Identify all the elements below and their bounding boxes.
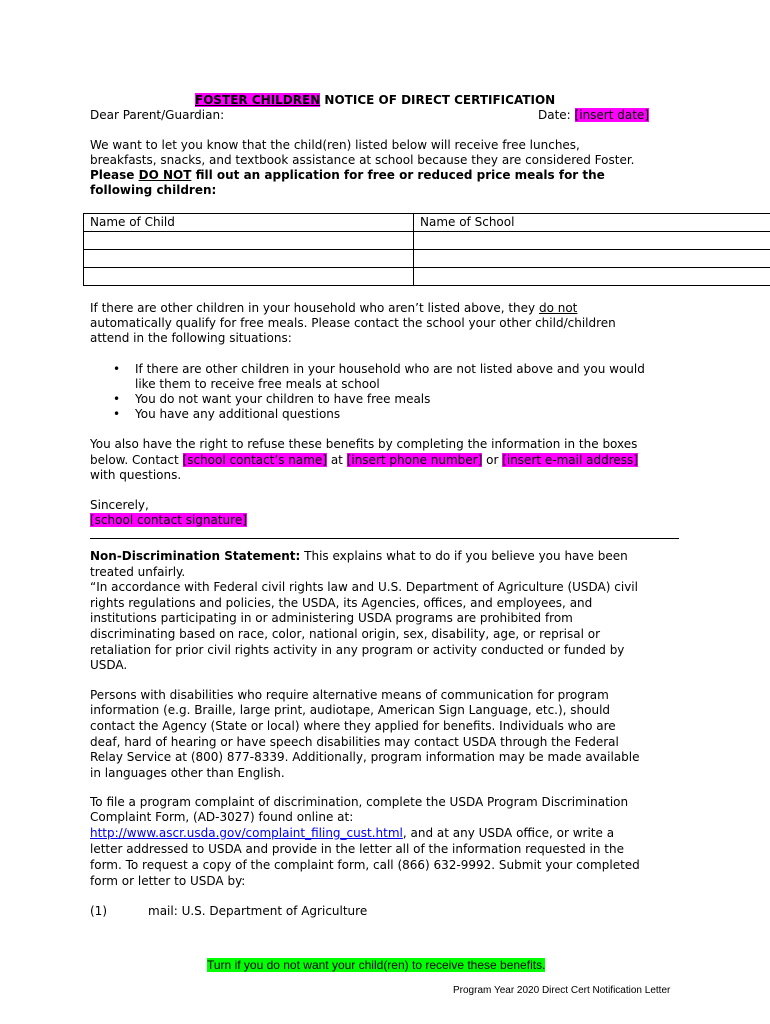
contact-name-placeholder: [school contact’s name] — [182, 453, 327, 467]
do-not-underlined: do not — [538, 301, 578, 315]
bullet-item-1 — [113, 362, 645, 377]
table-row — [84, 232, 770, 250]
title-highlight: FOSTER CHILDREN — [195, 93, 321, 107]
nd-p1-line: retaliation for prior civil rights activity in any program or activity conducted or funded by — [90, 643, 625, 657]
divider — [90, 538, 679, 539]
child-name-cell[interactable] — [84, 250, 414, 268]
signature-line — [90, 513, 247, 528]
phone-placeholder: [insert phone number] — [346, 453, 483, 467]
mail-item-number: (1) — [90, 904, 107, 918]
table-row — [84, 250, 770, 268]
email-placeholder: [insert e-mail address] — [502, 453, 638, 467]
refuse-line-3: with questions. — [90, 468, 182, 482]
nd-p3-line: form. To request a copy of the complaint form, call (866) 632-9992. Submit your completed — [90, 858, 640, 872]
nd-p1-line: treated unfairly. — [90, 565, 186, 579]
page-footer: Program Year 2020 Direct Cert Notification Letter — [453, 985, 671, 996]
intro-line-3-pre: Please — [90, 168, 139, 182]
turn-note — [207, 958, 545, 973]
title-rest: NOTICE OF DIRECT CERTIFICATION — [320, 93, 556, 107]
bullet-item-1-cont — [113, 377, 380, 392]
nd-p3-line: letter addressed to USDA and provide in the letter all of the information requested in the — [90, 842, 624, 856]
refuse-line-2 — [90, 453, 638, 468]
mail-item-text: mail: U.S. Department of Agriculture — [148, 904, 368, 918]
nd-p2-line: in languages other than English. — [90, 766, 285, 780]
other-children-line-3: attend in the following situations: — [90, 331, 292, 345]
nd-p1-line: “In accordance with Federal civil rights law and U.S. Department of Agriculture (USDA) civil — [90, 580, 638, 594]
signature-placeholder: [school contact signature] — [90, 513, 247, 527]
nondiscrimination-heading — [90, 549, 628, 564]
nd-p1-line: rights regulations and policies, the USDA, its Agencies, offices, and employees, and — [90, 596, 593, 610]
bullet-icon: • — [113, 407, 121, 421]
do-not-emphasis: DO NOT — [138, 168, 192, 182]
nd-p2-line: Persons with disabilities who require alternative means of communication for program — [90, 688, 609, 702]
nd-p3-link-line — [90, 826, 614, 841]
child-name-cell[interactable] — [84, 268, 414, 286]
bullet-1-text: If there are other children in your household who are not listed above and you would — [135, 362, 645, 376]
bullet-icon: • — [113, 362, 121, 376]
intro-line-3 — [90, 168, 605, 183]
other-children-line-1-pre: If there are other children in your household who aren’t listed above, they — [90, 301, 539, 315]
bullet-3-text: You have any additional questions — [135, 407, 341, 421]
children-table — [83, 213, 770, 286]
intro-line-2: breakfasts, snacks, and textbook assistance at school because they are considered Foster. — [90, 153, 635, 167]
nd-p2-line: contact the Agency (State or local) where they applied for benefits. Individuals who are — [90, 719, 616, 733]
nd-p1-line: discriminating based on race, color, national origin, sex, disability, age, or reprisal or — [90, 627, 601, 641]
child-name-cell[interactable] — [84, 232, 414, 250]
nd-p2-line: deaf, hard of hearing or have speech disabilities may contact USDA through the Federal — [90, 735, 619, 749]
document-title — [195, 93, 555, 107]
header-child-name: Name of Child — [84, 214, 414, 232]
refuse-line-1: You also have the right to refuse these benefits by completing the information in the boxes — [90, 437, 638, 451]
bullet-item-3 — [113, 407, 340, 422]
date-value: [insert date] — [574, 108, 649, 122]
complaint-form-link[interactable]: http://www.ascr.usda.gov/complaint_filing_cust.html — [90, 826, 403, 840]
intro-line-1: We want to let you know that the child(ren) listed below will receive free lunches, — [90, 138, 580, 152]
header-school-name: Name of School — [414, 214, 770, 232]
bullet-icon: • — [113, 392, 121, 406]
bullet-2-text: You do not want your children to have free meals — [135, 392, 431, 406]
refuse-line-2-pre: below. Contact — [90, 453, 183, 467]
nd-p3-line: To file a program complaint of discrimination, complete the USDA Program Discrimination — [90, 795, 629, 809]
table-header-row — [84, 214, 770, 232]
school-name-cell[interactable] — [414, 232, 770, 250]
other-children-line-2: automatically qualify for free meals. Please contact the school your other child/children — [90, 316, 616, 330]
nd-p2-line: information (e.g. Braille, large print, audiotape, American Sign Language, etc.), should — [90, 703, 611, 717]
refuse-or: or — [482, 453, 503, 467]
salutation: Dear Parent/Guardian: — [90, 108, 225, 122]
nd-p1-line: institutions participating in or administering USDA programs are prohibited from — [90, 611, 573, 625]
nd-p1-line: USDA. — [90, 658, 128, 672]
nd-p3-line: form or letter to USDA by: — [90, 874, 246, 888]
bullet-1-text-cont: like them to receive free meals at school — [135, 377, 380, 391]
refuse-at: at — [327, 453, 347, 467]
sincerely: Sincerely, — [90, 498, 149, 512]
school-name-cell[interactable] — [414, 250, 770, 268]
nd-p3-line: Complaint Form, (AD-3027) found online at: — [90, 810, 354, 824]
nd-p2-line: Relay Service at (800) 877-8339. Additionally, program information may be made available — [90, 750, 640, 764]
date-label: Date: — [538, 108, 575, 122]
intro-line-3-post: fill out an application for free or reduced price meals for the — [191, 168, 605, 182]
other-children-line-1 — [90, 301, 577, 316]
intro-line-4: following children: — [90, 183, 217, 197]
turn-note-text: Turn if you do not want your child(ren) to receive these benefits. — [207, 958, 546, 972]
bullet-item-2 — [113, 392, 430, 407]
school-name-cell[interactable] — [414, 268, 770, 286]
nondiscrimination-title-rest: This explains what to do if you believe you have been — [300, 549, 628, 563]
date-field — [538, 108, 649, 123]
nondiscrimination-title: Non-Discrimination Statement: — [90, 549, 301, 563]
nd-p3-link-post: , and at any USDA office, or write a — [402, 826, 615, 840]
table-row — [84, 268, 770, 286]
